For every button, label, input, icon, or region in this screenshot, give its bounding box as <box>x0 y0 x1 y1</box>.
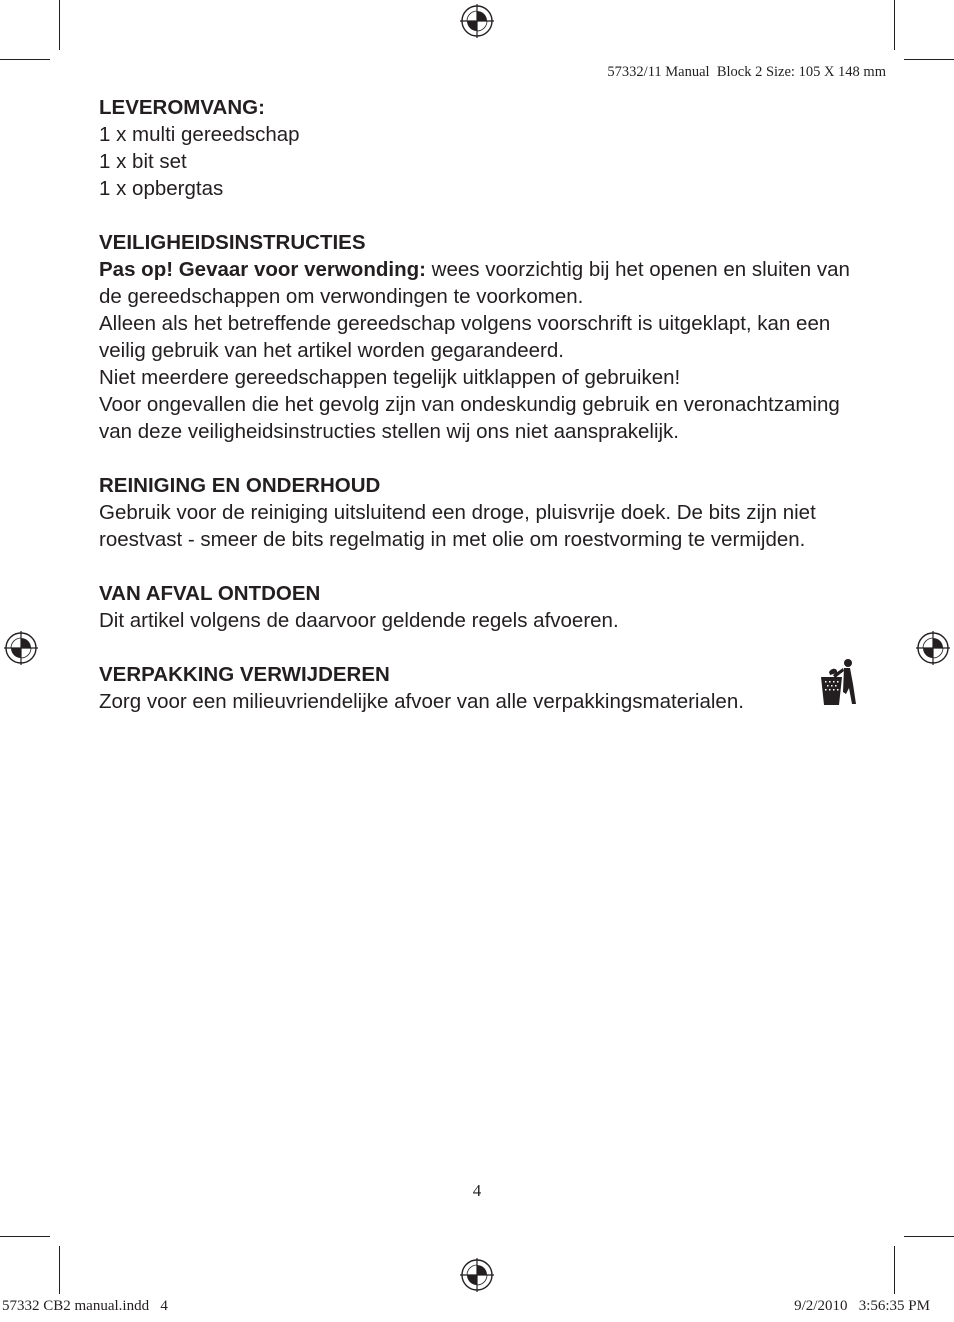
paragraph <box>99 688 859 715</box>
section-safety <box>99 229 859 445</box>
section-contents <box>99 94 859 202</box>
registration-mark-icon <box>916 631 950 665</box>
section-cleaning <box>99 472 859 553</box>
warning-text: wees voorzichtig bij het openen en sluiten van de gereedschappen om verwondingen te voorkomen. <box>99 258 850 308</box>
paragraph: Gebruik voor de reiniging uitsluitend een droge, pluisvrije doek. De bits zijn niet roestvast - smeer de bits regelmatig in met olie om roestvorming te vermijden. <box>99 501 816 551</box>
section-heading: VEILIGHEIDSINSTRUCTIES <box>99 231 366 254</box>
section-packaging <box>99 661 859 715</box>
packaging-text: Zorg voor een milieuvriendelijke afvoer van alle verpakkingsmaterialen. <box>99 690 744 713</box>
section-heading: REINIGING EN ONDERHOUD <box>99 474 381 497</box>
manual-content <box>99 94 859 742</box>
crop-mark <box>0 59 50 60</box>
crop-mark <box>904 59 954 60</box>
section-heading: LEVEROMVANG: <box>99 96 265 119</box>
warning-paragraph <box>99 256 859 310</box>
paragraph: Niet meerdere gereedschappen tegelijk uitklappen of gebruiken! <box>99 366 681 389</box>
registration-mark-icon <box>4 631 38 665</box>
crop-mark <box>894 0 895 50</box>
list-item: 1 x opbergtas <box>99 177 224 200</box>
crop-mark <box>904 1236 954 1237</box>
section-heading: VAN AFVAL ONTDOEN <box>99 582 321 605</box>
warning-label: Pas op! Gevaar voor verwonding: <box>99 258 426 281</box>
tidyman-trash-icon <box>819 658 857 708</box>
section-heading: VERPAKKING VERWIJDEREN <box>99 663 390 686</box>
slug-file-name: 57332 CB2 manual.indd 4 <box>2 1298 168 1314</box>
list-item: 1 x multi gereedschap <box>99 123 300 146</box>
crop-mark <box>0 1236 50 1237</box>
slug-top: 57332/11 Manual Block 2 Size: 105 X 148 mm <box>607 64 886 80</box>
page-number: 4 <box>472 1181 482 1200</box>
crop-mark <box>894 1246 895 1294</box>
slug-timestamp: 9/2/2010 3:56:35 PM <box>794 1298 930 1314</box>
crop-mark <box>59 0 60 50</box>
registration-mark-icon <box>460 1258 494 1292</box>
section-disposal <box>99 580 859 634</box>
paragraph: Dit artikel volgens de daarvoor geldende regels afvoeren. <box>99 609 619 632</box>
crop-mark <box>59 1246 60 1294</box>
paragraph: Alleen als het betreffende gereedschap volgens voorschrift is uitgeklapt, kan een veilig gebruik van het artikel worden gegarandeerd. <box>99 312 831 362</box>
paragraph: Voor ongevallen die het gevolg zijn van ondeskundig gebruik en veronachtzaming van deze veiligheidsinstructies stellen wij ons niet aansprakelijk. <box>99 393 840 443</box>
registration-mark-icon <box>460 4 494 38</box>
list-item: 1 x bit set <box>99 150 187 173</box>
